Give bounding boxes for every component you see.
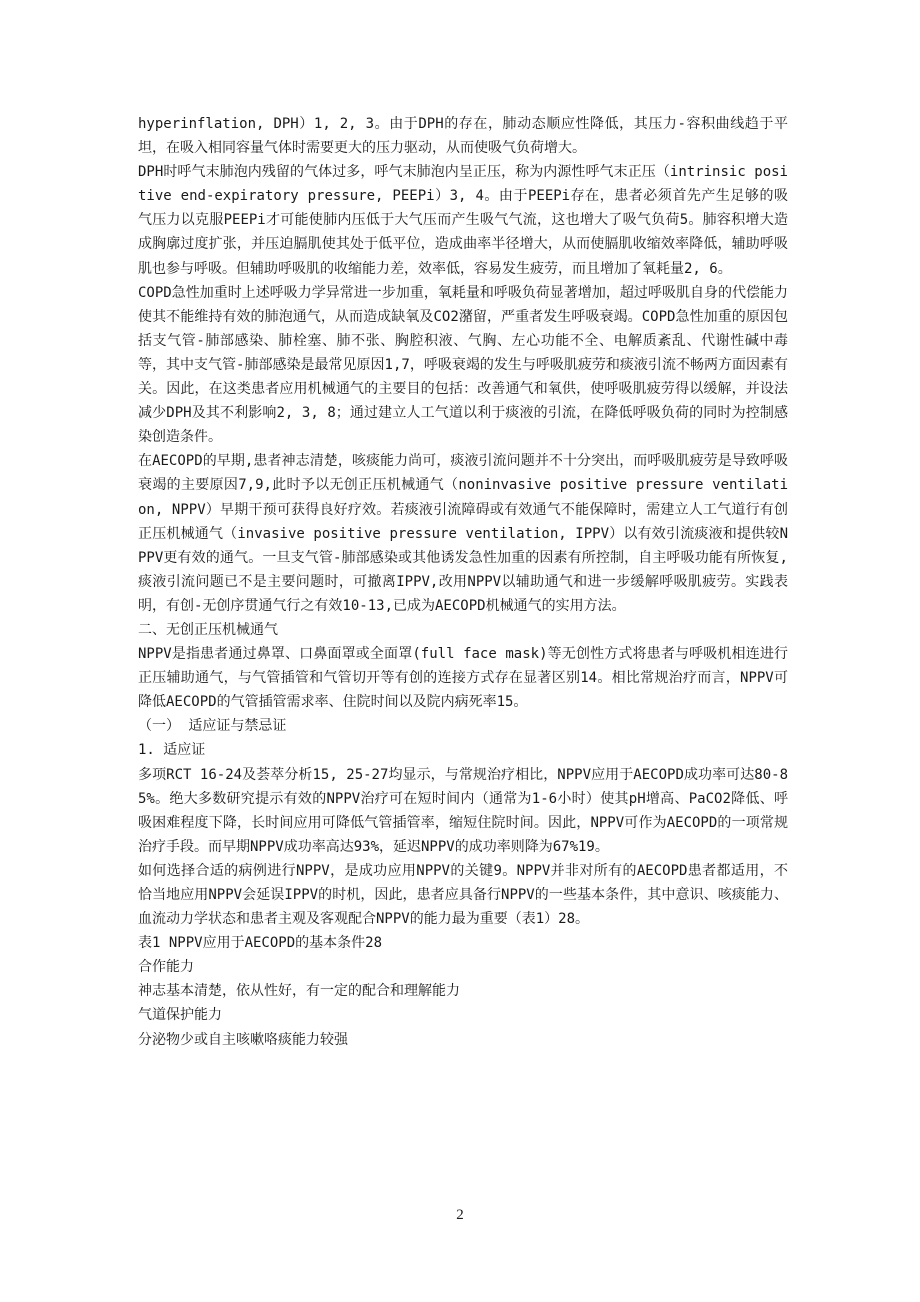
section-heading-nppv: 二、无创正压机械通气 <box>138 621 278 638</box>
table-row-value-airway: 分泌物少或自主咳嗽咯痰能力较强 <box>138 1031 348 1048</box>
subsection-heading-indications: （一） 适应证与禁忌证 <box>138 718 287 735</box>
paragraph-copd-exacerbation: COPD急性加重时上述呼吸力学异常进一步加重，氧耗量和呼吸负荷显著增加，超过呼吸肌自身的代偿能力使其不能维持有效的肺泡通气，从而造成缺氧及CO2潴留，严重者发生呼吸衰竭。COPD急性加重的原因包括支气管-肺部感染、肺栓塞、肺不张、胸腔积液、气胸、左心功能不全、电解质紊乱、代谢性碱中毒等，其中支气管-肺部感染是最常见原因1,7，呼吸衰竭的发生与呼吸肌疲劳和痰液引流不畅两方面因素有关。因此，在这类患者应用机械通气的主要目的包括：改善通气和氧供，使呼吸肌疲劳得以缓解，并设法减少DPH及其不利影响2, 3, 8；通过建立人工气道以利于痰液的引流，在降低呼吸负荷的同时为控制感染创造条件。 <box>138 284 788 446</box>
page-number: 2 <box>456 1207 464 1223</box>
table-caption: 表1 NPPV应用于AECOPD的基本条件28 <box>138 935 383 952</box>
paragraph-rct-evidence: 多项RCT 16-24及荟萃分析15, 25-27均显示，与常规治疗相比，NPPV应用于AECOPD成功率可达80-85%。绝大多数研究提示有效的NPPV治疗可在短时间内（通常为1-6小时）使其pH增高、PaCO2降低、呼吸困难程度下降，长时间应用可降低气管插管率，缩短住院时间。因此，NPPV可作为AECOPD的一项常规治疗手段。而早期NPPV成功率高达93%，延迟NPPV的成功率则降为67%19。 <box>138 766 788 855</box>
table-row-label-cooperation: 合作能力 <box>138 959 194 976</box>
sub-subsection-heading-indications: 1. 适应证 <box>138 742 206 759</box>
document-body <box>138 112 788 1052</box>
paragraph-nppv-definition: NPPV是指患者通过鼻罩、口鼻面罩或全面罩(full face mask)等无创性方式将患者与呼吸机相连进行正压辅助通气，与气管插管和气管切开等有创的连接方式存在显著区别14。相比常规治疗而言，NPPV可降低AECOPD的气管插管需求率、住院时间以及院内病死率15。 <box>138 646 788 711</box>
table-row-value-cooperation: 神志基本清楚，依从性好，有一定的配合和理解能力 <box>138 983 460 1000</box>
table-row-label-airway: 气道保护能力 <box>138 1007 222 1024</box>
paragraph-peepi: DPH时呼气末肺泡内残留的气体过多，呼气末肺泡内呈正压，称为内源性呼气末正压（intrinsic positive end-expiratory pressure, PEEPi）3, 4。由于PEEPi存在，患者必须首先产生足够的吸气压力以克服PEEPi才可能使肺内压低于大气压而产生吸气气流，这也增大了吸气负荷5。肺容积增大造成胸廓过度扩张，并压迫膈肌使其处于低平位，造成曲率半径增大，从而使膈肌收缩效率降低，辅助呼吸肌也参与呼吸。但辅助呼吸肌的收缩能力差，效率低，容易发生疲劳，而且增加了氧耗量2, 6。 <box>138 164 788 277</box>
paragraph-dph-intro: hyperinflation, DPH）1, 2, 3。由于DPH的存在，肺动态顺应性降低，其压力-容积曲线趋于平坦，在吸入相同容量气体时需要更大的压力驱动，从而使吸气负荷增大。 <box>138 116 788 157</box>
paragraph-aecopd-early: 在AECOPD的早期,患者神志清楚，咳痰能力尚可，痰液引流问题并不十分突出，而呼吸肌疲劳是导致呼吸衰竭的主要原因7,9,此时予以无创正压机械通气（noninvasive positive pressure ventilation, NPPV）早期干预可获得良好疗效。若痰液引流障碍或有效通气不能保障时，需建立人工气道行有创正压机械通气（invasive positive pressure ventilation, IPPV）以有效引流痰液和提供较NPPV更有效的通气。一旦支气管-肺部感染或其他诱发急性加重的因素有所控制，自主呼吸功能有所恢复,痰液引流问题已不是主要问题时，可撤离IPPV,改用NPPV以辅助通气和进一步缓解呼吸肌疲劳。实践表明，有创-无创序贯通气行之有效10-13,已成为AECOPD机械通气的实用方法。 <box>138 453 788 614</box>
paragraph-case-selection: 如何选择合适的病例进行NPPV，是成功应用NPPV的关键9。NPPV并非对所有的AECOPD患者都适用，不恰当地应用NPPV会延误IPPV的时机，因此，患者应具备行NPPV的一些基本条件，其中意识、咳痰能力、血流动力学状态和患者主观及客观配合NPPV的能力最为重要（表1）28。 <box>138 862 788 928</box>
